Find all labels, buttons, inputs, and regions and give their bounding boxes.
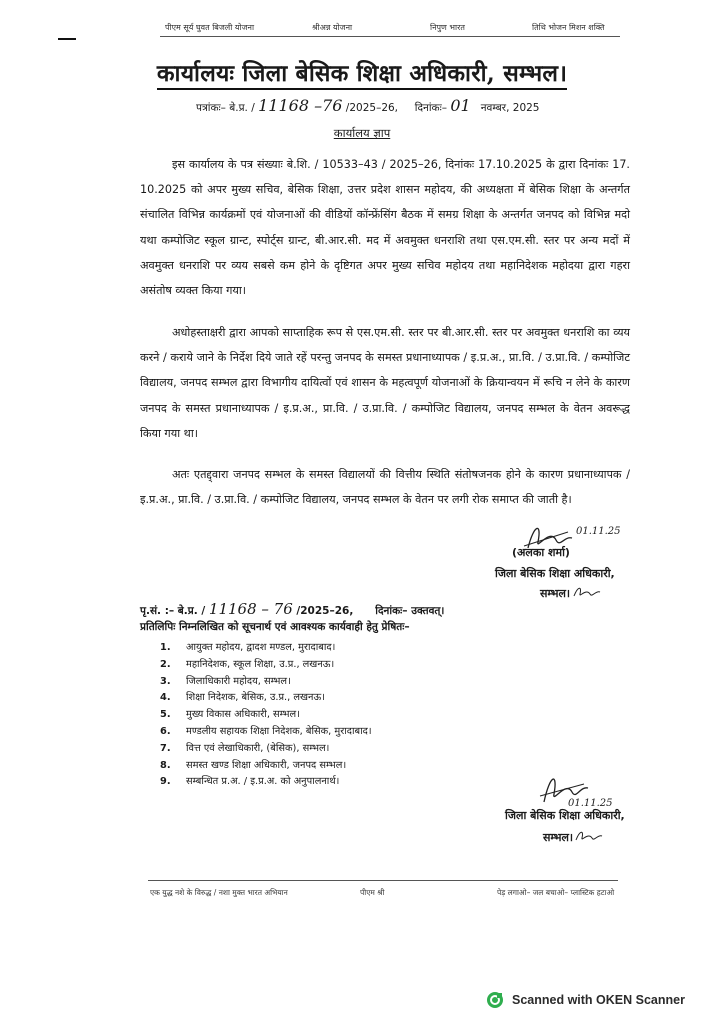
list-item-text: मण्डलीय सहायक शिक्षा निदेशक, बेसिक, मुरादाबाद। (186, 725, 372, 737)
footer-slogan-2: पीएम श्री (360, 888, 385, 897)
paragraph-2: अधोहस्ताक्षरी द्वारा आपको साप्ताहिक रूप से एस.एम.सी. स्तर पर बी.आर.सी. स्तर पर अवमुक्त धनराशि का व्यय करने / कराये जाने के निर्देश दिये जाते रहें परन्तु जनपद के समस्त प्रधानाध्यापक / इ.प्र.अ., प्रा.वि. / उ.प्रा.वि. / कम्पोजिट विद्यालय, जनपद सम्भल द्वारा विभागीय दायित्वों एवं शासन के महत्वपूर्ण योजनाओं के क्रियान्वयन में रूचि न लेने के कारण जनपद के समस्त प्रधानाध्यापक / इ.प्र.अ., प्रा.वि. / उ.प्रा.वि. / कम्पोजिट विद्यालय, जनपद सम्भल के वेतन अवरूद्ध किया गया था। (140, 326, 630, 440)
signatory-2-place: सम्भल। (543, 831, 574, 844)
list-item-number: 6. (160, 725, 171, 737)
list-item (160, 640, 372, 657)
paragraph-1: इस कार्यालय के पत्र संख्याः बे.शि. / 10533–43 / 2025–26, दिनांकः 17.10.2025 के द्वारा दिनांकः 17. 10.2025 को अपर मुख्य सचिव, बेसिक शिक्षा, उत्तर प्रदेश शासन महोदय, की अध्यक्षता में बेसिक शिक्षा के अन्तर्गत संचालित विभिन्न कार्यक्रमों एवं योजनाओं की वीडियों कॉन्फ्रेंसिंग बैठक में समग्र शिक्षा के अन्तर्गत जनपद को विभिन्न मदो यथा कम्पोजिट स्कूल ग्रान्ट, स्पोर्ट्स ग्रान्ट, बी.आर.सी. मद में अवमुक्त धनराशि तथा एस.एम.सी. स्तर पर अन्य मदों में अवमुक्त धनराशि पर व्यय सबसे कम होने के दृष्टिगत अपर मुख्य सचिव महोदय तथा महानिदेशक महोदया द्वारा गहरा असंतोष व्यक्त किया गया। (140, 158, 630, 298)
list-item-text: समस्त खण्ड शिक्षा अधिकारी, जनपद सम्भल। (186, 759, 347, 771)
memo-heading (0, 126, 724, 141)
list-item (160, 724, 372, 741)
office-title-text: कार्यालयः जिला बेसिक शिक्षा अधिकारी, सम्भल। (157, 60, 567, 90)
signatory-2-designation: जिला बेसिक शिक्षा अधिकारी, (505, 809, 625, 822)
list-item-text: जिलाधिकारी महोदय, सम्भल। (186, 675, 291, 687)
copy-reference-year: /2025–26, (292, 605, 354, 617)
list-item-text: सम्बन्धित प्र.अ. / इ.प्र.अ. को अनुपालनार्थ। (186, 776, 340, 788)
list-item-text: मुख्य विकास अधिकारी, सम्भल। (186, 709, 300, 721)
reference-month-year: नवम्बर, 2025 (480, 102, 540, 114)
list-item-number: 1. (160, 642, 171, 653)
reference-year: /2025–26, (342, 102, 399, 114)
initials-1 (572, 584, 602, 600)
office-title (0, 56, 724, 88)
list-item-text: शिक्षा निदेशक, बेसिक, उ.प्र., लखनऊ। (186, 692, 325, 704)
reference-date-label: दिनांकः– (414, 102, 447, 114)
footer-divider (148, 880, 618, 881)
list-item-text: वित्त एवं लेखाधिकारी, (बेसिक), सम्भल। (186, 742, 330, 754)
list-item (160, 690, 372, 707)
list-item-number: 2. (160, 658, 171, 670)
signature-2 (538, 766, 628, 812)
list-item-number: 7. (160, 742, 171, 754)
reference-line (196, 96, 539, 115)
list-item-text: आयुक्त महोदय, द्वादश मण्डल, मुरादाबाद। (186, 642, 336, 653)
list-item (160, 774, 372, 791)
signature-1-date: 01.11.25 (576, 526, 621, 537)
list-item (160, 758, 372, 775)
signatory-place: सम्भल। (540, 587, 571, 600)
signatory-name: (अलका शर्मा) (512, 546, 570, 559)
copy-intro: प्रतिलिपिः निम्नलिखित को सूचनार्थ एवं आवश्यक कार्यवाही हेतु प्रेषितः– (140, 621, 410, 633)
header-divider (160, 36, 620, 37)
list-item-number: 5. (160, 709, 171, 721)
reference-number-handwritten: 11168 –76 (258, 96, 343, 115)
reference-prefix: पत्रांकः– बे.प्र. / (196, 102, 259, 114)
signature-2-date: 01.11.25 (568, 798, 613, 809)
margin-mark (58, 38, 76, 40)
copy-reference-date: दिनांकः– उक्तवत्। (375, 605, 445, 617)
copy-reference-number-handwritten: 11168 – 76 (208, 600, 293, 618)
reference-date-handwritten: 01 (450, 96, 471, 115)
list-item (160, 707, 372, 724)
copy-reference-line (140, 600, 444, 618)
footer-slogan-1: एक युद्ध नशे के विरुद्ध / नशा मुक्त भारत अभियान (150, 888, 288, 897)
footer-slogan-3: पेड़ लगाओ– जल बचाओ– प्लास्टिक हटाओ (497, 888, 615, 897)
signatory-designation: जिला बेसिक शिक्षा अधिकारी, (495, 567, 615, 580)
scanner-label: Scanned with OKEN Scanner (512, 993, 685, 1007)
header-scheme-3: निपुण भारत (430, 23, 465, 32)
header-scheme-4: तिथि भोजन मिशन शक्ति (532, 23, 605, 32)
memo-heading-text: कार्यालय ज्ञाप (333, 126, 391, 140)
list-item (160, 741, 372, 758)
copy-list (160, 640, 372, 791)
scanner-watermark (486, 990, 685, 1010)
list-item (160, 657, 372, 674)
header-scheme-1: पीएम सूर्य घुवत बिजली योजना (165, 23, 255, 32)
scanner-logo-icon (486, 991, 504, 1009)
copy-reference-prefix: पृ.सं. :– बे.प्र. / (140, 605, 209, 617)
list-item-number: 4. (160, 692, 171, 704)
initials-2 (574, 828, 604, 844)
list-item (160, 674, 372, 691)
header-scheme-2: श्रीअन्न योजना (312, 23, 353, 32)
list-item-number: 9. (160, 776, 171, 788)
list-item-text: महानिदेशक, स्कूल शिक्षा, उ.प्र., लखनऊ। (186, 658, 335, 670)
list-item-number: 8. (160, 759, 171, 771)
list-item-number: 3. (160, 675, 171, 687)
paragraph-3: अतः एतद्द्वारा जनपद सम्भल के समस्त विद्यालयों की वित्तीय स्थिति संतोषजनक होने के कारण प्रधानाध्यापक / इ.प्र.अ., प्रा.वि. / उ.प्रा.वि. / कम्पोजिट विद्यालय, जनपद सम्भल के वेतन पर लगी रोक समाप्त की जाती है। (140, 468, 630, 507)
